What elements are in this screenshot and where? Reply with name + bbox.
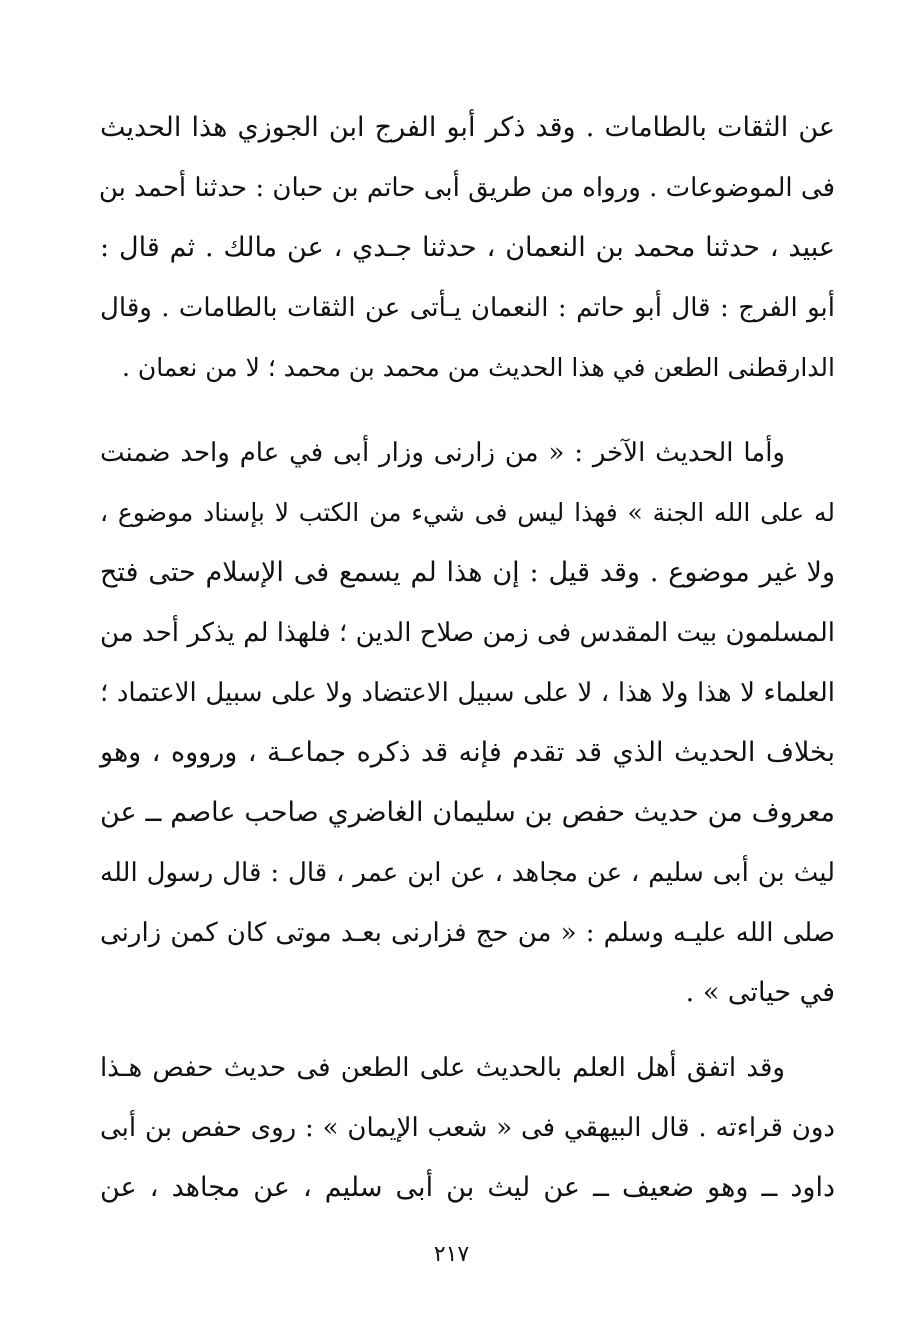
text-line: وقد اتفق أهل العلم بالحديث على الطعن فى حديث حفص هـذا [100, 1053, 785, 1083]
text-line: في حياتى » . [685, 977, 835, 1008]
text-line: وأما الحديث الآخر : « من زارنى وزار أبى في عام واحد ضمنت [100, 438, 785, 468]
text-line: له على الله الجنة » فهذا ليس فى شيء من الكتب لا بإسناد موضوع ، [100, 498, 835, 527]
text-line: دون قراءته . قال البيهقي فى « شعب الإيمان » : روى حفص بن أبى [100, 1113, 835, 1143]
text-line: المسلمون بيت المقدس فى زمن صلاح الدين ؛ فلهذا لم يذكر أحد من [100, 618, 835, 648]
paragraph-1 [100, 98, 835, 398]
text-line: ولا غير موضوع . وقد قيل : إن هذا لم يسمع فى الإسلام حتى فتح [100, 557, 835, 588]
text-line: ليث بن أبى سليم ، عن مجاهد ، عن ابن عمر ، قال : قال رسول الله [100, 858, 835, 888]
text-line: فى الموضوعات . ورواه من طريق أبى حاتم بن حبان : حدثنا أحمد بن [98, 173, 835, 203]
text-line: عن الثقات بالطامات . وقد ذكر أبو الفرج ابن الجوزي هذا الحديث [100, 112, 835, 143]
text-line: صلى الله عليـه وسلم : « من حج فزارنى بعـد موتى كان كمن زارنى [100, 918, 835, 948]
text-line: أبو الفرج : قال أبو حاتم : النعمان يـأتى عن الثقات بالطامات . وقال [100, 293, 835, 323]
text-line: العلماء لا هذا ولا هذا ، لا على سبيل الاعتضاد ولا على سبيل الاعتماد ؛ [100, 678, 835, 708]
text-line: الدارقطنى الطعن في هذا الحديث من محمد بن محمد ؛ لا من نعمان . [121, 353, 835, 382]
text-line: بخلاف الحديث الذي قد تقدم فإنه قد ذكره جماعـة ، ورووه ، وهو [100, 737, 835, 768]
paragraph-2 [100, 423, 835, 1023]
text-line: داود ــ وهو ضعيف ــ عن ليث بن أبى سليم ، عن مجاهد ، عن [100, 1172, 835, 1203]
text-line: عبيد ، حدثنا محمد بن النعمان ، حدثنا جـدي ، عن مالك . ثم قال : [100, 232, 835, 263]
paragraph-3 [100, 1038, 835, 1218]
page-number: ٢١٧ [433, 1242, 470, 1267]
text-line: معروف من حديث حفص بن سليمان الغاضري صاحب عاصم ــ عن [100, 797, 835, 828]
